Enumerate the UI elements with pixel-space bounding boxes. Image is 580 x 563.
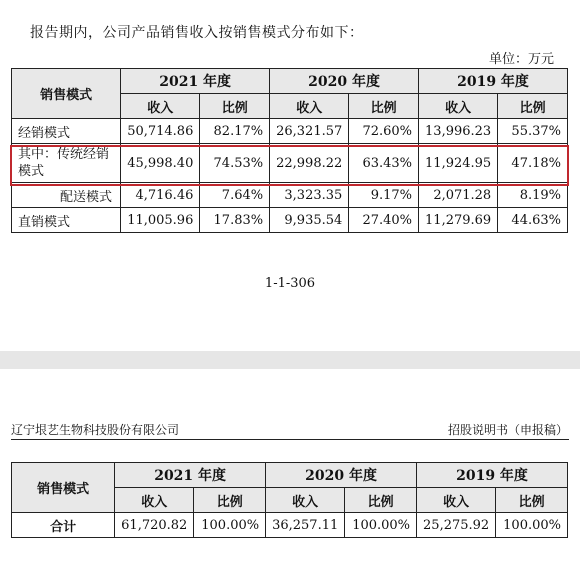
revenue-header: 收入 xyxy=(121,94,200,119)
ratio-header: 比例 xyxy=(194,488,266,513)
table-cell: 55.37% xyxy=(498,119,568,144)
sales-total-table xyxy=(11,462,568,538)
intro-text: 报告期内，公司产品销售收入按销售模式分布如下： xyxy=(30,25,364,41)
unit-label: 单位：万元 xyxy=(488,52,554,67)
table-cell: 36,257.11 xyxy=(266,513,345,538)
table-cell: 9,935.54 xyxy=(270,208,349,233)
table-cell: 11,005.96 xyxy=(121,208,200,233)
table-cell: 61,720.82 xyxy=(115,513,194,538)
table-cell: 63.43% xyxy=(349,144,419,183)
revenue-header: 收入 xyxy=(270,94,349,119)
ratio-header: 比例 xyxy=(345,488,417,513)
table-row xyxy=(12,183,568,208)
ratio-header: 比例 xyxy=(498,94,568,119)
table-cell: 47.18% xyxy=(498,144,568,183)
page-number: 1-1-306 xyxy=(264,276,316,291)
table-cell: 100.00% xyxy=(345,513,417,538)
year-header: 2020 年度 xyxy=(266,463,417,488)
table-cell: 72.60% xyxy=(349,119,419,144)
sales-mode-table xyxy=(11,68,568,233)
mode-header: 销售模式 xyxy=(12,69,121,119)
year-header: 2020 年度 xyxy=(270,69,419,94)
revenue-header: 收入 xyxy=(266,488,345,513)
year-header: 2021 年度 xyxy=(115,463,266,488)
table-cell: 11,924.95 xyxy=(419,144,498,183)
table-cell: 26,321.57 xyxy=(270,119,349,144)
table-cell: 3,323.35 xyxy=(270,183,349,208)
ratio-header: 比例 xyxy=(200,94,270,119)
row-label: 其中：传统经销模式 xyxy=(12,144,121,183)
ratio-header: 比例 xyxy=(496,488,568,513)
table-cell: 27.40% xyxy=(349,208,419,233)
table-cell: 7.64% xyxy=(200,183,270,208)
company-name: 辽宁垠艺生物科技股份有限公司 xyxy=(11,423,180,437)
year-header: 2019 年度 xyxy=(417,463,568,488)
table-cell: 13,996.23 xyxy=(419,119,498,144)
document-type: 招股说明书（申报稿） xyxy=(447,423,568,437)
revenue-header: 收入 xyxy=(115,488,194,513)
table-cell: 8.19% xyxy=(498,183,568,208)
table-cell: 17.83% xyxy=(200,208,270,233)
document-page-2 xyxy=(0,369,580,563)
row-label: 合计 xyxy=(12,513,115,538)
ratio-header: 比例 xyxy=(349,94,419,119)
revenue-header: 收入 xyxy=(419,94,498,119)
table-cell: 82.17% xyxy=(200,119,270,144)
table-cell: 100.00% xyxy=(496,513,568,538)
table-cell: 74.53% xyxy=(200,144,270,183)
table-header-row xyxy=(12,69,568,94)
table-cell: 22,998.22 xyxy=(270,144,349,183)
table-cell: 9.17% xyxy=(349,183,419,208)
table-cell: 2,071.28 xyxy=(419,183,498,208)
table-row xyxy=(12,144,568,183)
table-cell: 50,714.86 xyxy=(121,119,200,144)
table-cell: 11,279.69 xyxy=(419,208,498,233)
row-label: 经销模式 xyxy=(12,119,121,144)
table-cell: 45,998.40 xyxy=(121,144,200,183)
table-row xyxy=(12,208,568,233)
year-header: 2019 年度 xyxy=(419,69,568,94)
table-cell: 100.00% xyxy=(194,513,266,538)
revenue-header: 收入 xyxy=(417,488,496,513)
header-divider xyxy=(11,439,569,440)
page-gap xyxy=(0,351,580,369)
table-header-row xyxy=(12,463,568,488)
row-label: 配送模式 xyxy=(12,183,121,208)
table-row xyxy=(12,513,568,538)
table-cell: 4,716.46 xyxy=(121,183,200,208)
row-label: 直销模式 xyxy=(12,208,121,233)
table-row xyxy=(12,119,568,144)
table-cell: 44.63% xyxy=(498,208,568,233)
table-cell: 25,275.92 xyxy=(417,513,496,538)
year-header: 2021 年度 xyxy=(121,69,270,94)
mode-header: 销售模式 xyxy=(12,463,115,513)
